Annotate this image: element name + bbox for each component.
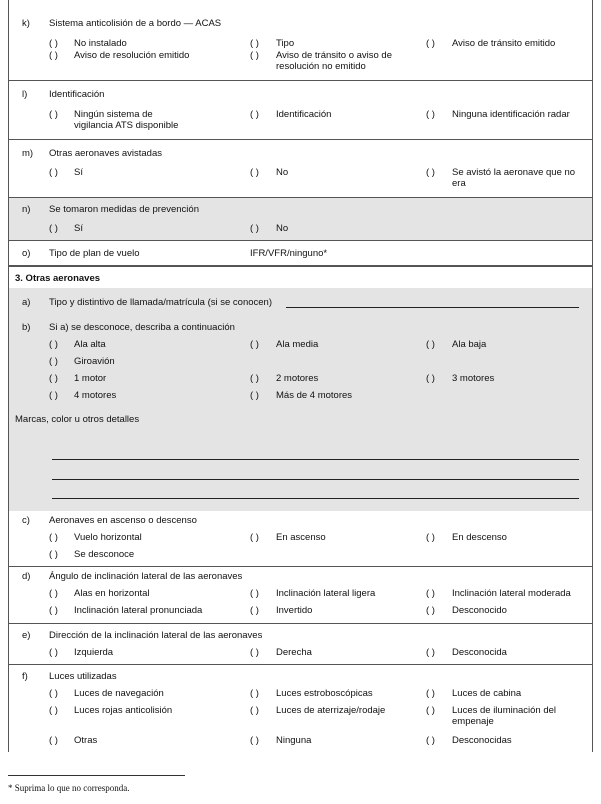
b-checkbox-1[interactable]: ( ) (49, 339, 58, 350)
n-option-si: Sí (74, 223, 83, 234)
d-option-moderada: Inclinación lateral moderada (452, 588, 571, 599)
f-option-ninguna: Ninguna (276, 735, 312, 746)
b-option-mas-4-motores: Más de 4 motores (276, 390, 353, 401)
l-option-identificacion: Identificación (276, 109, 332, 120)
footnote-rule (8, 775, 185, 776)
f-option-anticolision: Luces rojas anticolisión (74, 705, 173, 716)
d-option-invertido: Invertido (276, 605, 313, 616)
n-checkbox-2[interactable]: ( ) (250, 223, 259, 234)
n-section (9, 197, 592, 240)
d-checkbox-2[interactable]: ( ) (250, 588, 259, 599)
d-checkbox-5[interactable]: ( ) (250, 605, 259, 616)
o-value-plan-vuelo[interactable]: IFR/VFR/ninguno* (250, 248, 328, 259)
n-title: Se tomaron medidas de prevención (49, 204, 199, 215)
k-title: Sistema anticolisión de a bordo — ACAS (49, 18, 222, 29)
f-checkbox-9[interactable]: ( ) (426, 735, 435, 746)
d-checkbox-6[interactable]: ( ) (426, 605, 435, 616)
e-option-derecha: Derecha (276, 647, 312, 658)
footnote: * Suprima lo que no corresponda. (8, 783, 130, 793)
c-checkbox-3[interactable]: ( ) (426, 532, 435, 543)
marcas-line-1[interactable] (52, 459, 579, 460)
n-checkbox-1[interactable]: ( ) (49, 223, 58, 234)
d-title: Ángulo de inclinación lateral de las aeronaves (49, 571, 243, 582)
marcas-line-2[interactable] (52, 479, 579, 480)
o-title: Tipo de plan de vuelo (49, 248, 140, 259)
l-checkbox-3[interactable]: ( ) (426, 109, 435, 120)
f-label: f) (22, 671, 28, 682)
d-checkbox-3[interactable]: ( ) (426, 588, 435, 599)
m-title: Otras aeronaves avistadas (49, 148, 163, 159)
b-option-1-motor: 1 motor (74, 373, 107, 384)
e-checkbox-3[interactable]: ( ) (426, 647, 435, 658)
b-option-ala-baja: Ala baja (452, 339, 487, 350)
a-answer-line[interactable] (286, 307, 579, 308)
marcas-title: Marcas, color u otros detalles (15, 414, 140, 425)
c-title: Aeronaves en ascenso o descenso (49, 515, 197, 526)
b-option-3-motores: 3 motores (452, 373, 495, 384)
l-checkbox-2[interactable]: ( ) (250, 109, 259, 120)
k-checkbox-4[interactable]: ( ) (49, 50, 58, 61)
b-checkbox-9[interactable]: ( ) (250, 390, 259, 401)
m-option-si: Sí (74, 167, 83, 178)
m-checkbox-2[interactable]: ( ) (250, 167, 259, 178)
c-option-en-descenso: En descenso (452, 532, 507, 543)
c-option-en-ascenso: En ascenso (276, 532, 326, 543)
f-option-estroboscopicas: Luces estroboscópicas (276, 688, 373, 699)
f-checkbox-6[interactable]: ( ) (426, 705, 435, 716)
k-checkbox-2[interactable]: ( ) (250, 38, 259, 49)
b-option-ala-alta: Ala alta (74, 339, 106, 350)
marcas-line-3[interactable] (52, 498, 579, 499)
b-option-4-motores: 4 motores (74, 390, 117, 401)
c-option-vuelo-horizontal: Vuelo horizontal (74, 532, 142, 543)
a-label: a) (22, 297, 31, 308)
b-checkbox-4[interactable]: ( ) (49, 356, 58, 367)
m-label: m) (22, 148, 34, 159)
b-checkbox-3[interactable]: ( ) (426, 339, 435, 350)
f-option-navegacion: Luces de navegación (74, 688, 164, 699)
c-option-se-desconoce: Se desconoce (74, 549, 135, 560)
m-checkbox-1[interactable]: ( ) (49, 167, 58, 178)
f-option-cabina: Luces de cabina (452, 688, 522, 699)
divider (9, 240, 592, 241)
k-option-aviso-transito: Aviso de tránsito emitido (452, 38, 556, 49)
m-checkbox-3[interactable]: ( ) (426, 167, 435, 178)
section-divider (9, 265, 592, 267)
b-checkbox-8[interactable]: ( ) (49, 390, 58, 401)
c-checkbox-2[interactable]: ( ) (250, 532, 259, 543)
l-label: l) (22, 89, 28, 100)
f-checkbox-5[interactable]: ( ) (250, 705, 259, 716)
k-checkbox-5[interactable]: ( ) (250, 50, 259, 61)
l-title: Identificación (49, 89, 105, 100)
d-checkbox-4[interactable]: ( ) (49, 605, 58, 616)
l-option-ninguna-radar: Ninguna identificación radar (452, 109, 570, 120)
report-form (8, 0, 593, 752)
n-label: n) (22, 204, 31, 215)
n-option-no: No (276, 223, 289, 234)
divider (9, 80, 592, 81)
d-option-alas-horizontal: Alas en horizontal (74, 588, 150, 599)
b-checkbox-5[interactable]: ( ) (49, 373, 58, 384)
b-label: b) (22, 322, 31, 333)
b-option-2-motores: 2 motores (276, 373, 319, 384)
b-option-giroavion: Giroavión (74, 356, 115, 367)
d-label: d) (22, 571, 31, 582)
b-checkbox-2[interactable]: ( ) (250, 339, 259, 350)
f-checkbox-4[interactable]: ( ) (49, 705, 58, 716)
f-option-empenaje: Luces de iluminación del empenaje (452, 705, 557, 727)
ab-section (9, 288, 592, 511)
b-title: Si a) se desconoce, describa a continuación (49, 322, 235, 333)
o-label: o) (22, 248, 31, 259)
k-option-aviso-resolucion: Aviso de resolución emitido (74, 50, 190, 61)
a-title: Tipo y distintivo de llamada/matrícula (si se conocen) (49, 297, 272, 308)
k-option-no-emitido: Aviso de tránsito o aviso de resolución no emitido (276, 50, 393, 72)
b-option-ala-media: Ala media (276, 339, 319, 350)
k-option-tipo: Tipo (276, 38, 295, 49)
f-option-desconocidas: Desconocidas (452, 735, 512, 746)
c-label: c) (22, 515, 30, 526)
e-option-izquierda: Izquierda (74, 647, 114, 658)
f-title: Luces utilizadas (49, 671, 117, 682)
f-checkbox-3[interactable]: ( ) (426, 688, 435, 699)
e-checkbox-1[interactable]: ( ) (49, 647, 58, 658)
e-option-desconocida: Desconocida (452, 647, 507, 658)
f-checkbox-2[interactable]: ( ) (250, 688, 259, 699)
section-3-title: 3. Otras aeronaves (15, 273, 101, 284)
d-checkbox-1[interactable]: ( ) (49, 588, 58, 599)
l-option-ningun-sistema: Ningún sistema de vigilancia ATS disponible (74, 109, 179, 131)
e-label: e) (22, 630, 31, 641)
m-option-se-avisto: Se avistó la aeronave que no era (452, 167, 576, 189)
e-title: Dirección de la inclinación lateral de las aeronaves (49, 630, 263, 641)
d-option-desconocido: Desconocido (452, 605, 507, 616)
f-option-aterrizaje: Luces de aterrizaje/rodaje (276, 705, 386, 716)
k-option-no-instalado: No instalado (74, 38, 127, 49)
k-checkbox-3[interactable]: ( ) (426, 38, 435, 49)
f-option-otras: Otras (74, 735, 98, 746)
d-option-ligera: Inclinación lateral ligera (276, 588, 376, 599)
b-checkbox-7[interactable]: ( ) (426, 373, 435, 384)
m-option-no: No (276, 167, 289, 178)
c-checkbox-4[interactable]: ( ) (49, 549, 58, 560)
divider (9, 139, 592, 140)
f-checkbox-1[interactable]: ( ) (49, 688, 58, 699)
k-label: k) (22, 18, 30, 29)
divider (9, 623, 592, 624)
k-checkbox-1[interactable]: ( ) (49, 38, 58, 49)
f-checkbox-8[interactable]: ( ) (250, 735, 259, 746)
d-option-pronunciada: Inclinación lateral pronunciada (74, 605, 203, 616)
c-checkbox-1[interactable]: ( ) (49, 532, 58, 543)
e-checkbox-2[interactable]: ( ) (250, 647, 259, 658)
divider (9, 664, 592, 665)
l-checkbox-1[interactable]: ( ) (49, 109, 58, 120)
divider (9, 566, 592, 567)
b-checkbox-6[interactable]: ( ) (250, 373, 259, 384)
f-checkbox-7[interactable]: ( ) (49, 735, 58, 746)
